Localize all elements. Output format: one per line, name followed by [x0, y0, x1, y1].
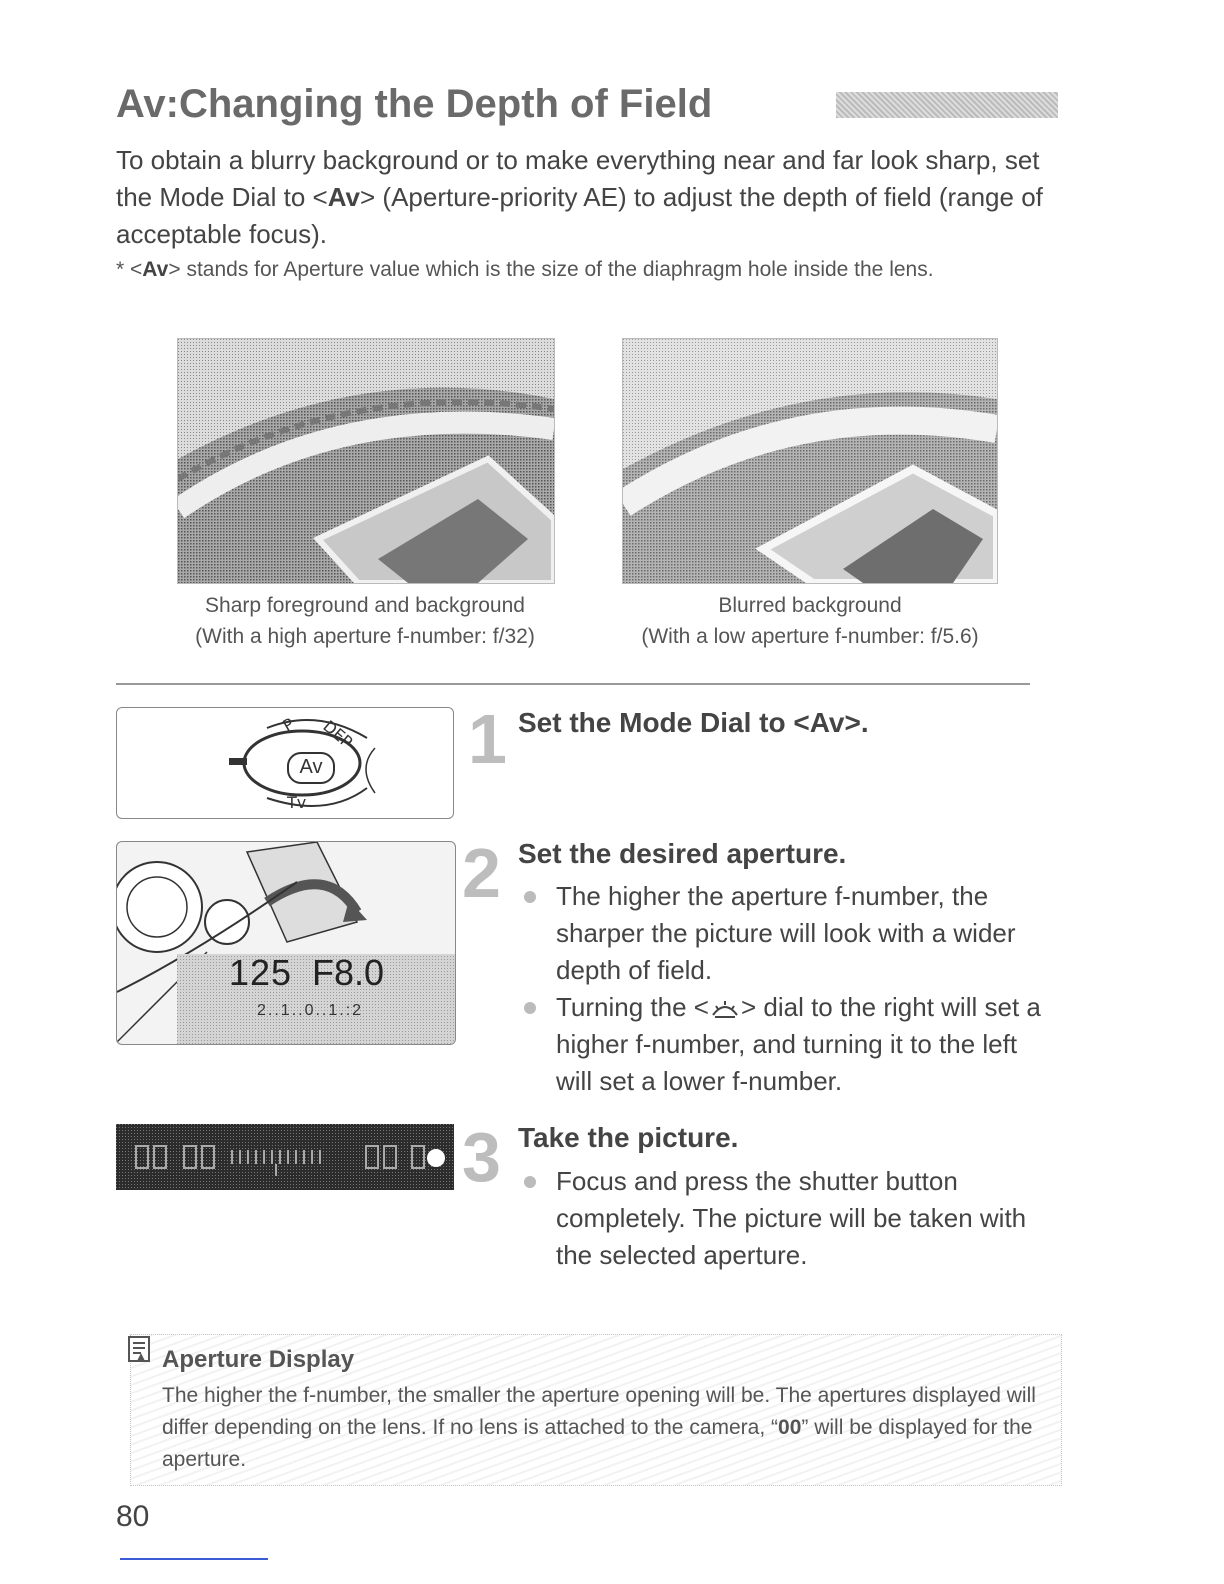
footnote-prefix: * < — [116, 258, 143, 281]
svg-text:Tv: Tv — [287, 793, 307, 812]
mode-dial-illustration — [116, 707, 454, 819]
step-1-title — [518, 707, 869, 739]
bullet-icon — [518, 989, 542, 1026]
mode-dial-icon — [117, 708, 453, 818]
step-3-bullets — [518, 1163, 1048, 1274]
step-3-number: 3 — [462, 1118, 501, 1196]
bullet-icon — [518, 1163, 542, 1200]
photo-blurred — [622, 338, 998, 584]
photo-blurred-caption-line1: Blurred background — [718, 594, 902, 617]
note-icon — [128, 1336, 150, 1362]
photo-sharp-caption-line2: (With a high aperture f-number: f/32) — [195, 625, 535, 648]
step-3-bullet-1-text: Focus and press the shutter button completely. The picture will be taken with the selected aperture. — [556, 1166, 1027, 1270]
note-body-part1: The higher the f-number, the smaller the aperture opening will be. The apertures displayed will differ depending on the lens. If no lens is attached to the camera, “ — [162, 1384, 1036, 1439]
step-1-title-mode: Av — [809, 707, 845, 738]
step-2-bullet-2-text-b: > dial to the right will set a higher f-number, and turning it to the left will set a lower f-number. — [556, 992, 1041, 1096]
main-dial-icon — [709, 997, 741, 1019]
viewfinder-readout — [116, 1124, 454, 1190]
note-title: Aperture Display — [162, 1346, 355, 1373]
photo-blurred-image — [623, 339, 997, 583]
intro-text-2: > (Aperture-priority AE) to adjust the depth of field (range of acceptable focus). — [116, 182, 1043, 249]
intro-paragraph — [116, 142, 1076, 253]
photo-sharp-caption — [150, 590, 580, 652]
camera-dial-illustration — [116, 841, 456, 1045]
footnote-text: > stands for Aperture value which is the size of the diaphragm hole inside the lens. — [168, 258, 934, 281]
step-2-bullet-1 — [518, 878, 1058, 989]
step-1-title-prefix: Set the Mode Dial to < — [518, 707, 810, 738]
step-2-bullet-2 — [518, 989, 1058, 1100]
section-divider — [116, 683, 1030, 685]
title-text: Changing the Depth of Field — [178, 81, 713, 126]
photo-blurred-caption-line2: (With a low aperture f-number: f/5.6) — [641, 625, 979, 648]
lcd-aperture-value: F8.0 — [312, 952, 385, 993]
intro-text-1: To obtain a blurry background or to make everything near and far look sharp, set the Mode Dial to < — [116, 145, 1040, 212]
step-1-number: 1 — [468, 700, 507, 778]
footnote-mode: Av — [142, 258, 169, 281]
step-3-title: Take the picture. — [518, 1122, 739, 1153]
step-2-bullets — [518, 878, 1058, 1100]
photo-sharp — [177, 338, 555, 584]
viewfinder-display-illustration — [116, 1124, 454, 1190]
svg-text:DEP: DEP — [319, 716, 357, 752]
photo-sharp-image — [178, 339, 554, 583]
photo-blurred-caption — [600, 590, 1020, 652]
step-2-title: Set the desired aperture. — [518, 838, 847, 869]
page-title — [116, 78, 712, 130]
intro-mode: Av — [327, 182, 361, 212]
photo-sharp-caption-line1: Sharp foreground and background — [205, 594, 525, 617]
step-2-bullet-1-text: The higher the aperture f-number, the sharper the picture will look with a wider depth of field. — [556, 881, 1016, 985]
footnote — [116, 254, 1046, 286]
svg-text:P: P — [279, 714, 298, 736]
note-body-bold: 00 — [778, 1416, 802, 1439]
lcd-shutter-speed: 125 — [229, 952, 293, 993]
note-body-part2: ” will be displayed for the aperture. — [162, 1416, 1033, 1471]
step-2-bullet-2-text-a: Turning the < — [556, 992, 709, 1022]
lcd-exposure-scale: 2..1..0..1.:2 — [257, 1002, 364, 1019]
page-underline — [120, 1558, 268, 1560]
bullet-icon — [518, 878, 542, 915]
title-sep: : — [165, 81, 179, 126]
dial-av-label: Av — [287, 752, 335, 784]
step-2-bullet-2-text — [556, 989, 1058, 1100]
title-mode: Av — [116, 81, 166, 126]
step-1-title-suffix: >. — [844, 707, 869, 738]
step-3-bullet-1 — [518, 1163, 1048, 1274]
page-number: 80 — [116, 1500, 150, 1533]
title-decoration-bar — [836, 92, 1058, 118]
step-2-number: 2 — [462, 834, 501, 912]
note-body — [162, 1380, 1042, 1476]
